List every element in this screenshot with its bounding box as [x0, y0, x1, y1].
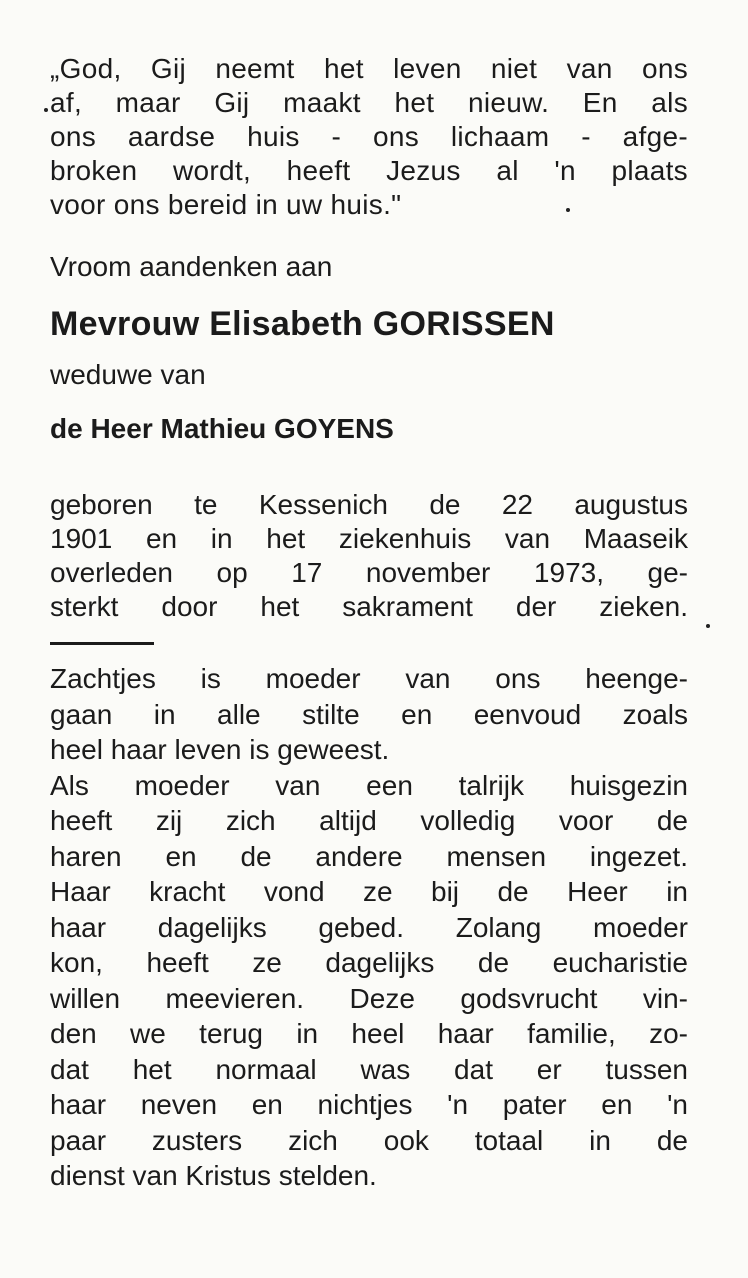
print-speck	[706, 624, 710, 628]
tribute-line: willen meevieren. Deze godsvrucht vin-	[50, 982, 688, 1014]
tribute-line: Als moeder van een talrijk huisgezin	[50, 769, 688, 801]
birth-death-details	[50, 488, 688, 624]
tribute-line: Haar kracht vond ze bij de Heer in	[50, 876, 688, 907]
tribute-line: den we terug in heel haar familie, zo-	[50, 1018, 688, 1049]
quote-line: „God, Gij neemt het leven niet van ons	[50, 53, 688, 84]
quote-line: ons aardse huis - ons lichaam - afge-	[50, 121, 688, 152]
tribute-line: gaan in alle stilte en eenvoud zoals	[50, 698, 688, 730]
bible-quote	[50, 52, 688, 222]
tribute-line: dat het normaal was dat er tussen	[50, 1053, 688, 1085]
tribute-line: heel haar leven is geweest.	[50, 734, 390, 765]
print-speck	[566, 208, 570, 212]
tribute-line: Zachtjes is moeder van ons heenge-	[50, 663, 688, 694]
tribute-line: haren en de andere mensen ingezet.	[50, 840, 688, 872]
tribute-line: heeft zij zich altijd volledig voor de	[50, 805, 688, 836]
tribute-line: haar dagelijks gebed. Zolang moeder	[50, 911, 688, 943]
print-speck	[44, 108, 48, 112]
intro-text: Vroom aandenken aan	[50, 251, 333, 282]
details-line: geboren te Kessenich de 22 augustus	[50, 489, 688, 520]
widow-of-text: weduwe van	[50, 359, 206, 390]
quote-line: af, maar Gij maakt het nieuw. En als	[50, 87, 688, 118]
details-line: overleden op 17 november 1973, ge-	[50, 557, 688, 588]
quote-line: broken wordt, heeft Jezus al 'n plaats	[50, 155, 688, 186]
tribute-line: kon, heeft ze dagelijks de eucharistie	[50, 947, 688, 978]
tribute-line: dienst van Kristus stelden.	[50, 1160, 377, 1191]
husband-name: de Heer Mathieu GOYENS	[50, 413, 394, 444]
tribute-line: paar zusters zich ook totaal in de	[50, 1124, 688, 1156]
section-divider	[50, 642, 154, 645]
details-line: 1901 en in het ziekenhuis van Maaseik	[50, 523, 688, 554]
tribute-text	[50, 661, 688, 1194]
details-line: sterkt door het sakrament der zieken.	[50, 591, 688, 622]
deceased-name: Mevrouw Elisabeth GORISSEN	[50, 305, 555, 343]
tribute-line: haar neven en nichtjes 'n pater en 'n	[50, 1089, 688, 1120]
quote-line: voor ons bereid in uw huis."	[50, 189, 402, 220]
